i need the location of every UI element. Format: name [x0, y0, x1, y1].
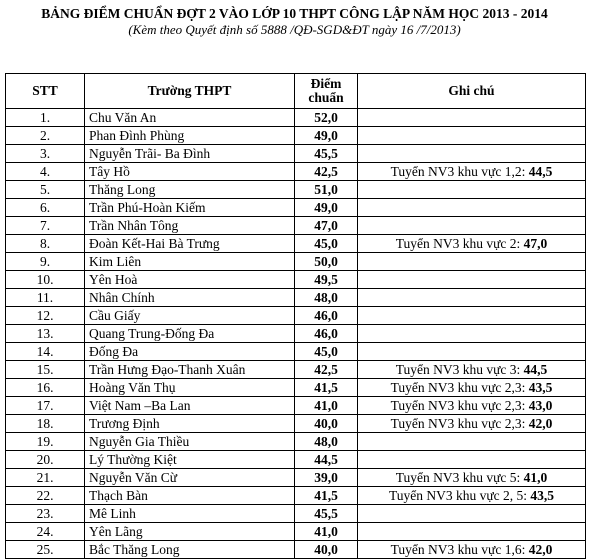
row-school-name: Đoàn Kết-Hai Bà Trưng: [85, 235, 295, 253]
table-body: [6, 109, 586, 559]
note-text: Tuyển NV3 khu vực 5:: [395, 470, 524, 485]
table-row: [6, 127, 586, 145]
row-stt: 19.: [6, 433, 85, 451]
table-row: [6, 235, 586, 253]
note-text: Tuyển NV3 khu vực 2,3:: [390, 398, 529, 413]
note-text: Tuyển NV3 khu vực 2, 5:: [388, 488, 531, 503]
row-note: [358, 199, 586, 217]
table-row: [6, 361, 586, 379]
row-note: [358, 451, 586, 469]
row-stt: 18.: [6, 415, 85, 433]
document-subtitle: (Kèm theo Quyết định số 5888 /QĐ-SGD&ĐT ngày 16 /7/2013): [128, 22, 461, 37]
note-text: Tuyển NV3 khu vực 1,2:: [390, 164, 529, 179]
row-note: [358, 469, 586, 487]
row-note: [358, 307, 586, 325]
row-note: [358, 109, 586, 127]
note-score: 43,0: [528, 398, 553, 413]
row-school-name: Bắc Thăng Long: [85, 541, 295, 559]
row-score: 41,0: [295, 523, 358, 541]
row-stt: 15.: [6, 361, 85, 379]
row-school-name: Việt Nam –Ba Lan: [85, 397, 295, 415]
table-row: [6, 505, 586, 523]
row-score: 46,0: [295, 325, 358, 343]
row-school-name: Lý Thường Kiệt: [85, 451, 295, 469]
row-score: 41,5: [295, 487, 358, 505]
table-row: [6, 397, 586, 415]
note-score: 47,0: [523, 236, 548, 251]
row-note: [358, 181, 586, 199]
row-school-name: Nguyễn Văn Cừ: [85, 469, 295, 487]
row-stt: 2.: [6, 127, 85, 145]
note-score: 42,0: [528, 416, 553, 431]
row-stt: 6.: [6, 199, 85, 217]
row-note: [358, 271, 586, 289]
row-note: [358, 145, 586, 163]
row-school-name: Chu Văn An: [85, 109, 295, 127]
table-row: [6, 343, 586, 361]
table-row: [6, 289, 586, 307]
row-note: [358, 433, 586, 451]
table-row: [6, 325, 586, 343]
table-row: [6, 487, 586, 505]
table-row: [6, 523, 586, 541]
note-score: 43,5: [528, 380, 553, 395]
row-score: 42,5: [295, 163, 358, 181]
note-text: Tuyển NV3 khu vực 2:: [395, 236, 524, 251]
row-school-name: Cầu Giấy: [85, 307, 295, 325]
row-score: 44,5: [295, 451, 358, 469]
row-stt: 22.: [6, 487, 85, 505]
row-school-name: Trần Nhân Tông: [85, 217, 295, 235]
note-score: 44,5: [528, 164, 553, 179]
row-note: [358, 235, 586, 253]
row-school-name: Yên Hoà: [85, 271, 295, 289]
table-row: [6, 307, 586, 325]
row-school-name: Mê Linh: [85, 505, 295, 523]
row-stt: 5.: [6, 181, 85, 199]
row-score: 48,0: [295, 433, 358, 451]
table-row: [6, 451, 586, 469]
row-score: 45,0: [295, 343, 358, 361]
table-row: [6, 217, 586, 235]
row-stt: 7.: [6, 217, 85, 235]
row-score: 49,0: [295, 199, 358, 217]
row-stt: 4.: [6, 163, 85, 181]
row-school-name: Yên Lãng: [85, 523, 295, 541]
row-stt: 20.: [6, 451, 85, 469]
row-score: 48,0: [295, 289, 358, 307]
note-score: 41,0: [523, 470, 548, 485]
row-school-name: Thạch Bàn: [85, 487, 295, 505]
row-score: 49,5: [295, 271, 358, 289]
row-school-name: Thăng Long: [85, 181, 295, 199]
row-stt: 12.: [6, 307, 85, 325]
row-score: 39,0: [295, 469, 358, 487]
row-score: 46,0: [295, 307, 358, 325]
row-score: 50,0: [295, 253, 358, 271]
document-title: BẢNG ĐIỂM CHUẨN ĐỢT 2 VÀO LỚP 10 THPT CÔNG LẬP NĂM HỌC 2013 - 2014: [41, 6, 548, 21]
table-row: [6, 163, 586, 181]
row-stt: 21.: [6, 469, 85, 487]
row-note: [358, 397, 586, 415]
row-school-name: Hoàng Văn Thụ: [85, 379, 295, 397]
row-school-name: Nguyễn Trãi- Ba Đình: [85, 145, 295, 163]
table-row: [6, 415, 586, 433]
row-note: [358, 487, 586, 505]
header-score: [295, 74, 358, 109]
row-score: 41,0: [295, 397, 358, 415]
note-text: Tuyển NV3 khu vực 1,6:: [390, 542, 529, 557]
row-stt: 24.: [6, 523, 85, 541]
table-row: [6, 379, 586, 397]
table-row: [6, 469, 586, 487]
row-stt: 9.: [6, 253, 85, 271]
row-school-name: Phan Đình Phùng: [85, 127, 295, 145]
row-score: 42,5: [295, 361, 358, 379]
row-score: 40,0: [295, 415, 358, 433]
table-row: [6, 253, 586, 271]
table-row: [6, 145, 586, 163]
row-school-name: Kim Liên: [85, 253, 295, 271]
row-note: [358, 541, 586, 559]
table-header-row: [6, 74, 586, 109]
row-note: [358, 163, 586, 181]
row-stt: 1.: [6, 109, 85, 127]
row-stt: 11.: [6, 289, 85, 307]
row-score: 47,0: [295, 217, 358, 235]
row-score: 52,0: [295, 109, 358, 127]
header-score-line1: Điểm: [310, 76, 342, 91]
row-score: 45,5: [295, 145, 358, 163]
header-score-line2: chuẩn: [308, 90, 344, 105]
row-score: 40,0: [295, 541, 358, 559]
row-note: [358, 253, 586, 271]
table-row: [6, 109, 586, 127]
row-school-name: Nhân Chính: [85, 289, 295, 307]
row-stt: 8.: [6, 235, 85, 253]
table-row: [6, 433, 586, 451]
note-score: 44,5: [523, 362, 548, 377]
note-text: Tuyển NV3 khu vực 2,3:: [390, 380, 529, 395]
row-school-name: Đống Đa: [85, 343, 295, 361]
row-note: [358, 343, 586, 361]
row-stt: 17.: [6, 397, 85, 415]
table-row: [6, 199, 586, 217]
row-note: [358, 379, 586, 397]
table-row: [6, 541, 586, 559]
header-stt: STT: [6, 74, 85, 109]
row-stt: 13.: [6, 325, 85, 343]
row-note: [358, 505, 586, 523]
row-note: [358, 415, 586, 433]
row-note: [358, 523, 586, 541]
note-text: Tuyển NV3 khu vực 2,3:: [390, 416, 529, 431]
row-school-name: Trương Định: [85, 415, 295, 433]
header-school: Trường THPT: [85, 74, 295, 109]
admission-score-table: [5, 73, 586, 559]
row-school-name: Quang Trung-Đống Đa: [85, 325, 295, 343]
row-stt: 25.: [6, 541, 85, 559]
row-score: 45,5: [295, 505, 358, 523]
row-note: [358, 289, 586, 307]
row-score: 45,0: [295, 235, 358, 253]
row-score: 51,0: [295, 181, 358, 199]
row-score: 49,0: [295, 127, 358, 145]
row-school-name: Trần Hưng Đạo-Thanh Xuân: [85, 361, 295, 379]
row-note: [358, 127, 586, 145]
row-school-name: Tây Hồ: [85, 163, 295, 181]
note-score: 43,5: [530, 488, 555, 503]
note-score: 42,0: [528, 542, 553, 557]
row-stt: 23.: [6, 505, 85, 523]
row-stt: 10.: [6, 271, 85, 289]
note-text: Tuyển NV3 khu vực 3:: [395, 362, 524, 377]
row-stt: 14.: [6, 343, 85, 361]
row-note: [358, 217, 586, 235]
row-score: 41,5: [295, 379, 358, 397]
row-school-name: Trần Phú-Hoàn Kiếm: [85, 199, 295, 217]
header-note: Ghi chú: [358, 74, 586, 109]
row-note: [358, 361, 586, 379]
table-row: [6, 181, 586, 199]
row-note: [358, 325, 586, 343]
table-row: [6, 271, 586, 289]
row-stt: 3.: [6, 145, 85, 163]
row-stt: 16.: [6, 379, 85, 397]
row-school-name: Nguyễn Gia Thiều: [85, 433, 295, 451]
